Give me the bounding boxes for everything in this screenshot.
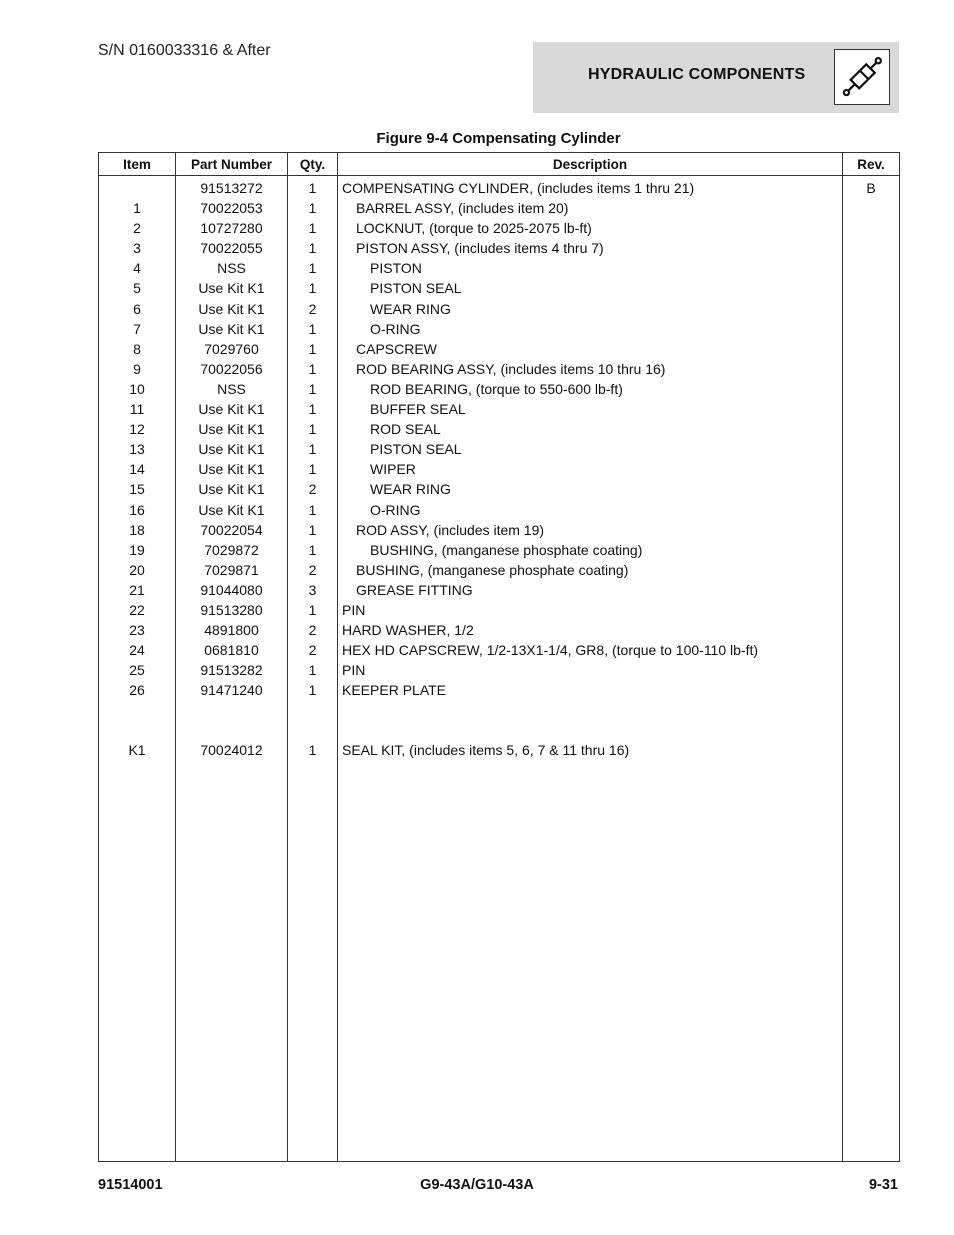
rev-cell bbox=[843, 399, 900, 419]
qty-cell: 2 bbox=[288, 299, 338, 319]
hydraulic-cylinder-icon bbox=[834, 49, 890, 105]
description-text: PIN bbox=[342, 601, 366, 618]
rev-cell bbox=[843, 600, 900, 620]
column-header-item: Item bbox=[99, 153, 176, 176]
item-cell: 23 bbox=[99, 620, 176, 640]
rev-cell bbox=[843, 580, 900, 600]
description-cell bbox=[338, 500, 843, 520]
part-number-cell: NSS bbox=[176, 258, 288, 278]
description-text: PISTON SEAL bbox=[370, 280, 462, 297]
description-text: KEEPER PLATE bbox=[342, 682, 447, 699]
description-cell bbox=[338, 176, 843, 199]
description-text: O-RING bbox=[370, 320, 421, 337]
item-cell: 19 bbox=[99, 540, 176, 560]
description-cell bbox=[338, 740, 843, 760]
table-row bbox=[99, 620, 900, 640]
item-cell: 26 bbox=[99, 680, 176, 700]
qty-cell: 1 bbox=[288, 278, 338, 298]
description-text: PISTON ASSY, (includes items 4 thru 7) bbox=[356, 240, 604, 257]
part-number-cell: 91044080 bbox=[176, 580, 288, 600]
description-text: GREASE FITTING bbox=[356, 581, 473, 598]
table-row bbox=[99, 520, 900, 540]
description-cell bbox=[338, 299, 843, 319]
parts-table-body bbox=[99, 176, 900, 1162]
qty-cell: 1 bbox=[288, 500, 338, 520]
item-cell bbox=[99, 176, 176, 199]
part-number-cell: 91513272 bbox=[176, 176, 288, 199]
qty-cell: 1 bbox=[288, 218, 338, 238]
qty-cell: 1 bbox=[288, 359, 338, 379]
table-row bbox=[99, 560, 900, 580]
description-text: BUSHING, (manganese phosphate coating) bbox=[370, 541, 643, 558]
table-row bbox=[99, 640, 900, 660]
part-number-cell: 70022053 bbox=[176, 198, 288, 218]
table-row bbox=[99, 459, 900, 479]
qty-cell: 1 bbox=[288, 379, 338, 399]
footer-page-number: 9-31 bbox=[868, 1177, 898, 1193]
description-text: CAPSCREW bbox=[356, 340, 437, 357]
rev-cell bbox=[843, 500, 900, 520]
empty-cell bbox=[176, 761, 288, 1162]
table-row bbox=[99, 299, 900, 319]
description-text: LOCKNUT, (torque to 2025-2075 lb-ft) bbox=[356, 220, 592, 237]
description-cell bbox=[338, 339, 843, 359]
qty-cell: 2 bbox=[288, 640, 338, 660]
part-number-cell: Use Kit K1 bbox=[176, 278, 288, 298]
part-number-cell: Use Kit K1 bbox=[176, 479, 288, 499]
table-row bbox=[99, 278, 900, 298]
qty-cell: 1 bbox=[288, 520, 338, 540]
rev-cell bbox=[843, 379, 900, 399]
description-text: PISTON bbox=[370, 260, 422, 277]
rev-cell bbox=[843, 640, 900, 660]
part-number-cell: 70022054 bbox=[176, 520, 288, 540]
empty-cell bbox=[338, 761, 843, 1162]
rev-cell bbox=[843, 560, 900, 580]
table-row bbox=[99, 740, 900, 760]
qty-cell: 1 bbox=[288, 680, 338, 700]
part-number-cell: Use Kit K1 bbox=[176, 500, 288, 520]
empty-cell bbox=[176, 700, 288, 740]
table-row bbox=[99, 540, 900, 560]
rev-cell bbox=[843, 359, 900, 379]
description-text: PIN bbox=[342, 662, 366, 679]
empty-cell bbox=[288, 761, 338, 1162]
description-cell bbox=[338, 399, 843, 419]
table-row bbox=[99, 399, 900, 419]
rev-cell bbox=[843, 218, 900, 238]
part-number-cell: 70022056 bbox=[176, 359, 288, 379]
description-cell bbox=[338, 278, 843, 298]
qty-cell: 1 bbox=[288, 740, 338, 760]
qty-cell: 1 bbox=[288, 439, 338, 459]
table-row bbox=[99, 379, 900, 399]
description-text: WEAR RING bbox=[370, 481, 451, 498]
table-header-row bbox=[99, 153, 900, 176]
description-text: BARREL ASSY, (includes item 20) bbox=[356, 200, 569, 217]
description-cell bbox=[338, 359, 843, 379]
description-cell bbox=[338, 540, 843, 560]
column-header-description: Description bbox=[338, 153, 843, 176]
empty-cell bbox=[99, 761, 176, 1162]
item-cell: 25 bbox=[99, 660, 176, 680]
part-number-cell: Use Kit K1 bbox=[176, 439, 288, 459]
item-cell: 9 bbox=[99, 359, 176, 379]
item-cell: 22 bbox=[99, 600, 176, 620]
item-cell: 3 bbox=[99, 238, 176, 258]
qty-cell: 1 bbox=[288, 419, 338, 439]
item-cell: 18 bbox=[99, 520, 176, 540]
parts-table bbox=[98, 152, 900, 1162]
part-number-cell: 7029872 bbox=[176, 540, 288, 560]
qty-cell: 1 bbox=[288, 540, 338, 560]
item-cell: 4 bbox=[99, 258, 176, 278]
table-row bbox=[99, 319, 900, 339]
table-row bbox=[99, 359, 900, 379]
item-cell: 8 bbox=[99, 339, 176, 359]
part-number-cell: Use Kit K1 bbox=[176, 319, 288, 339]
description-cell bbox=[338, 580, 843, 600]
item-cell: 21 bbox=[99, 580, 176, 600]
description-cell bbox=[338, 620, 843, 640]
table-spacer-row bbox=[99, 700, 900, 740]
part-number-cell: Use Kit K1 bbox=[176, 399, 288, 419]
description-cell bbox=[338, 258, 843, 278]
qty-cell: 2 bbox=[288, 560, 338, 580]
table-row bbox=[99, 580, 900, 600]
part-number-cell: Use Kit K1 bbox=[176, 459, 288, 479]
column-header-rev: Rev. bbox=[843, 153, 900, 176]
description-cell bbox=[338, 379, 843, 399]
qty-cell: 2 bbox=[288, 479, 338, 499]
description-text: ROD BEARING ASSY, (includes items 10 thru 16) bbox=[356, 360, 666, 377]
table-row bbox=[99, 660, 900, 680]
description-text: ROD SEAL bbox=[370, 421, 441, 438]
part-number-cell: 91513282 bbox=[176, 660, 288, 680]
description-text: WEAR RING bbox=[370, 300, 451, 317]
description-cell bbox=[338, 560, 843, 580]
item-cell: 16 bbox=[99, 500, 176, 520]
qty-cell: 1 bbox=[288, 176, 338, 199]
rev-cell bbox=[843, 419, 900, 439]
rev-cell bbox=[843, 479, 900, 499]
description-text: HEX HD CAPSCREW, 1/2-13X1-1/4, GR8, (torque to 100-110 lb-ft) bbox=[342, 642, 759, 659]
table-row bbox=[99, 600, 900, 620]
footer-doc-number: 91514001 bbox=[98, 1177, 163, 1193]
empty-cell bbox=[843, 700, 900, 740]
rev-cell bbox=[843, 540, 900, 560]
item-cell: 13 bbox=[99, 439, 176, 459]
qty-cell: 1 bbox=[288, 600, 338, 620]
figure-title: Figure 9-4 Compensating Cylinder bbox=[376, 130, 621, 147]
empty-cell bbox=[99, 700, 176, 740]
rev-cell bbox=[843, 660, 900, 680]
table-row bbox=[99, 439, 900, 459]
description-text: ROD ASSY, (includes item 19) bbox=[356, 521, 545, 538]
rev-cell bbox=[843, 439, 900, 459]
description-cell bbox=[338, 520, 843, 540]
qty-cell: 3 bbox=[288, 580, 338, 600]
part-number-cell: NSS bbox=[176, 379, 288, 399]
description-cell bbox=[338, 218, 843, 238]
footer-model: G9-43A/G10-43A bbox=[420, 1177, 534, 1193]
rev-cell bbox=[843, 620, 900, 640]
qty-cell: 1 bbox=[288, 660, 338, 680]
table-spacer-row bbox=[99, 761, 900, 1162]
qty-cell: 1 bbox=[288, 198, 338, 218]
rev-cell bbox=[843, 339, 900, 359]
part-number-cell: Use Kit K1 bbox=[176, 299, 288, 319]
description-cell bbox=[338, 660, 843, 680]
table-row bbox=[99, 419, 900, 439]
rev-cell bbox=[843, 740, 900, 760]
column-header-part-number: Part Number bbox=[176, 153, 288, 176]
table-row bbox=[99, 500, 900, 520]
description-text: HARD WASHER, 1/2 bbox=[342, 622, 474, 639]
serial-number-range: S/N 0160033316 & After bbox=[98, 42, 271, 59]
part-number-cell: 4891800 bbox=[176, 620, 288, 640]
description-cell bbox=[338, 640, 843, 660]
description-text: ROD BEARING, (torque to 550-600 lb-ft) bbox=[370, 380, 623, 397]
item-cell: K1 bbox=[99, 740, 176, 760]
item-cell: 2 bbox=[99, 218, 176, 238]
part-number-cell: Use Kit K1 bbox=[176, 419, 288, 439]
item-cell: 12 bbox=[99, 419, 176, 439]
part-number-cell: 7029760 bbox=[176, 339, 288, 359]
qty-cell: 1 bbox=[288, 459, 338, 479]
item-cell: 15 bbox=[99, 479, 176, 499]
rev-cell bbox=[843, 319, 900, 339]
qty-cell: 1 bbox=[288, 339, 338, 359]
part-number-cell: 10727280 bbox=[176, 218, 288, 238]
qty-cell: 1 bbox=[288, 238, 338, 258]
part-number-cell: 91471240 bbox=[176, 680, 288, 700]
rev-cell bbox=[843, 520, 900, 540]
qty-cell: 1 bbox=[288, 319, 338, 339]
item-cell: 24 bbox=[99, 640, 176, 660]
description-cell bbox=[338, 319, 843, 339]
description-text: O-RING bbox=[370, 501, 421, 518]
description-text: SEAL KIT, (includes items 5, 6, 7 & 11 thru 16) bbox=[342, 742, 630, 759]
description-text: BUSHING, (manganese phosphate coating) bbox=[356, 561, 629, 578]
description-text: PISTON SEAL bbox=[370, 441, 462, 458]
rev-cell bbox=[843, 198, 900, 218]
description-cell bbox=[338, 680, 843, 700]
part-number-cell: 70024012 bbox=[176, 740, 288, 760]
description-cell bbox=[338, 600, 843, 620]
table-row bbox=[99, 238, 900, 258]
rev-cell bbox=[843, 299, 900, 319]
table-row bbox=[99, 680, 900, 700]
item-cell: 6 bbox=[99, 299, 176, 319]
item-cell: 14 bbox=[99, 459, 176, 479]
qty-cell: 1 bbox=[288, 399, 338, 419]
item-cell: 5 bbox=[99, 278, 176, 298]
part-number-cell: 70022055 bbox=[176, 238, 288, 258]
qty-cell: 1 bbox=[288, 258, 338, 278]
rev-cell bbox=[843, 680, 900, 700]
description-text: BUFFER SEAL bbox=[370, 401, 466, 418]
empty-cell bbox=[288, 700, 338, 740]
qty-cell: 2 bbox=[288, 620, 338, 640]
table-row bbox=[99, 198, 900, 218]
description-cell bbox=[338, 459, 843, 479]
item-cell: 11 bbox=[99, 399, 176, 419]
section-header bbox=[533, 42, 899, 113]
item-cell: 10 bbox=[99, 379, 176, 399]
rev-cell bbox=[843, 258, 900, 278]
description-cell bbox=[338, 439, 843, 459]
table-row bbox=[99, 479, 900, 499]
rev-cell bbox=[843, 238, 900, 258]
empty-cell bbox=[843, 761, 900, 1162]
column-header-qty: Qty. bbox=[288, 153, 338, 176]
description-text: WIPER bbox=[370, 461, 416, 478]
rev-cell bbox=[843, 278, 900, 298]
part-number-cell: 91513280 bbox=[176, 600, 288, 620]
part-number-cell: 7029871 bbox=[176, 560, 288, 580]
item-cell: 7 bbox=[99, 319, 176, 339]
item-cell: 1 bbox=[99, 198, 176, 218]
description-cell bbox=[338, 479, 843, 499]
table-row bbox=[99, 176, 900, 199]
empty-cell bbox=[338, 700, 843, 740]
table-row bbox=[99, 258, 900, 278]
rev-cell bbox=[843, 459, 900, 479]
rev-cell: B bbox=[843, 176, 900, 199]
description-cell bbox=[338, 238, 843, 258]
table-row bbox=[99, 339, 900, 359]
description-cell bbox=[338, 198, 843, 218]
section-title: HYDRAULIC COMPONENTS bbox=[588, 66, 806, 83]
part-number-cell: 0681810 bbox=[176, 640, 288, 660]
item-cell: 20 bbox=[99, 560, 176, 580]
description-text: COMPENSATING CYLINDER, (includes items 1 thru 21) bbox=[342, 180, 695, 196]
description-cell bbox=[338, 419, 843, 439]
table-row bbox=[99, 218, 900, 238]
